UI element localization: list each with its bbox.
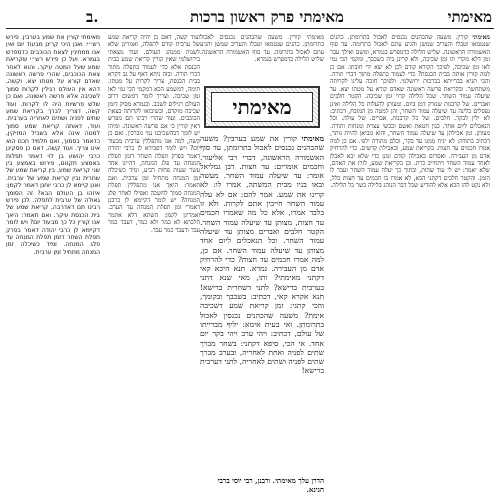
gemara-text [200,134,324,376]
chapter-end-line: הדרן עלך מאימתי. ורבנן, רבי יוסי ברבי חנינא. [217,476,324,494]
gemara-lead: מאימתי [301,134,324,143]
page-header [0,6,500,28]
opening-word-frame [204,86,320,128]
page-marker: ב. [86,8,99,26]
header-rule [6,28,494,29]
commentary-left-text: ועוד קשה, דאם כן יהיה קריאת שמע של ערבית קודם לתפלה, ואמרינן שלא לשנות ממנהג העולם. ועוד מצאתי בירושלמי שאין קורין קריאת שמע בבית הכנסת אלא כדי לעמוד בתפלה מתוך דברי תורה. ובזה ניחא דאף על גב דקרא בבית הכנסת, צריך לקרות על מטתו. תימה, דמשמע הכא דמקמי הכי נמי לאו זמן שכיבה. וצריך לומר דמשום דרוב העולם רגילים לשכב. ובגמרא מסיק דזמן שכיבה מוקדם. וכשיבואו לקרותה בצאת הכוכבים. ועוד שהרי רבינו תם מפרש דאין קורין כי אם פרשה ראשונה. ומיהו יש לומר דבהשכיבנו נמי מברכין. ואם כן קשה, למה אנו מתפללין ערבית מבעוד יום? ויש לומר דסבירא לן כרבי יהודה דאמר בפרק תפלת השחר דזמן תפלת המנחה עד פלג המנחה, דהיינו אחד עשר שעות פחות רביע, ומיד כשיכלה זמן המנחה מתחיל זמן ערבית. ואם תאמר: היאך אנו מתפללין תפלת המנחה סמוך לחשכה ואפילו לאחר פלג המנחה? יש לומר דקיימא לן כרבנן דאמרי זמן תפלת המנחה עד הערב. ואמרינן לקמן: השתא דלא אתמר הלכתא לא כמר ולא כמר, דעבד כמר עבד ודעבד כמר עבד. [108,34,200,234]
opening-word: מאימתי [232,94,292,119]
corner-word: מאימתי [447,8,492,26]
running-title: מאימתי פרק ראשון ברכות [190,8,344,26]
center-top-text: מאימתי קורין. משעה שהכהנים נכנסים לאכול בתרומתן. כהנים שנטמאו וטבלו והעריב שמשן והגיע עתם לאכול בתרומה. עד סוף האשמורה הראשונה. שליש הלילה כדמפרש בגמרא. [200,34,324,64]
gemara-column [200,134,324,474]
tosafot-text: מאימתי קורין את שמע בערבין. פירש רש״י: ואנן היכי קרינן מבעוד יום ואין אנו ממתינין לצאת הכוכבים כדמפרש בגמרא. ועל כן פירש רש״י שקריאת שמע שעל המטה עיקר, והוא לאחר צאת הכוכבים, שהרי פרשה ראשונה שאדם קורא על מטתו יצא. וקשה, דהא אין העולם רגילין לקרות סמוך לשכיבה אלא פרשה ראשונה, ואם כן שלש פרשיות היה לו לקרות. ועוד קשה, דצריך לברך בקריאת שמע שתים לפניה ושתים לאחריה בערבית. ועוד, דאותה קריאת שמע סמוך למטה אינה אלא בשביל המזיקין, כדאמר בסמוך, ואם תלמיד חכם הוא אינו צריך. ועוד קשה, דאם כן פסקינן כרבי יהושע בן לוי דאמר תפלות באמצע תקנום, פירוש באמצע בין שני קריאת שמע, בין קריאת שמע של שחרית ובין קריאת שמע של ערבית. ואנן קיימא לן כרבי יוחנן דאמר לקמן: איזהו בן העולם הבא? זה הסומך גאולה של ערבית לתפלה. לכן פירש רבינו תם דאדרבה, קריאת שמע של בית הכנסת עיקר. ואם תאמר: היאך אנו קורין כל כך מבעוד יום? ויש לומר דקיימא לן כרבי יהודה דאמר בפרק תפלת השחר דזמן תפלת המנחה עד פלג המנחה. ומיד כשיכלה זמן המנחה מתחיל זמן ערבית. [6,34,100,256]
opening-word-panel [211,92,313,122]
rashi-lead: מאימתי [472,34,490,41]
tosafot-column [6,34,100,492]
rashi-column [330,34,490,492]
commentary-left-column [108,34,200,492]
rashi-text [330,34,490,190]
rashi-body: קורין. משעה שהכהנים נכנסים לאכול בתרומתן. כהנים שנטמאו וטבלו והעריב שמשן והגיע עתם לאכול בתרומה. עד סוף האשמורה הראשונה. שליש הלילה כדמפרש בגמרא, ומשם ואילך עבר זמן דלא מקרי תו זמן שכיבה, ולא קרינן ביה בשכבך, ומקמי הכי נמי לאו זמן שכיבה, לפיכך הקורא קודם לכן לא יצא ידי חובתו. אם כן למה קורין אותה בבית הכנסת? כדי לעמוד בתפלה מתוך דברי תורה. והכי תניא בברייתא בברכות ירושלמי. ולפיכך חובה עלינו לקרותה משתחשך. ובקריאת פרשה ראשונה שאדם קורא על מטתו יצא. עד שיעלה עמוד השחר. שכל הלילה קרוי זמן שכיבה. הקטר חלבים ואברים. של קרבנות שנזרק דמן ביום. ומצותן להעלות כל הלילה ואינן נפסלים בלינה עד שיעלה עמוד השחר, והן למטה מן המזבח, דכתיב: לא ילין לבקר. חלבים. של כל קרבנות. אברים. של עולה. וכל הנאכלים ליום אחד. כגון חטאת ואשם וכבשי עצרת ומנחות ותודה. מצותן. זמן אכילתן עד שיעלה עמוד השחר, והוא מביאן להיות נותר, דכתיב בתודה: לא יניח ממנו עד בקר, וכלם מתודה ילפי. אם כן למה אמרו חכמים עד חצות. בקריאת שמע, ובאכילת קדשים. כדי להרחיק אדם מן העבירה. ואסרום באכילה קודם זמנן כדי שלא יבא לאכלן לאחר עמוד השחר ויתחייב כרת. וכן בקריאת שמע, לזרז את האדם, שלא יאמר: יש לי עוד שהות, ובתוך כך יעלה עמוד השחר ועבר לו הזמן. והקטר חלבים דקתני הכא, לא אמרו בו חכמים עד חצות כלל, ולא נקט להו הכא אלא להודיע שכל דבר הנוהג בלילה כשר כל הלילה. [330,34,490,190]
center-top-commentary [200,34,324,82]
gemara-body: קורין את שמע בערבין? משעה שהכהנים נכנסים לאכול בתרומתן, עד סוף האשמורה הראשונה, דברי רבי אליעזר. וחכמים אומרים: עד חצות. רבן גמליאל אומר: עד שיעלה עמוד השחר. מעשה ובאו בניו מבית המשתה, אמרו לו: לא קרינו את שמע. אמר להם: אם לא עלה עמוד השחר חייבין אתם לקרות. ולא זו בלבד אמרו, אלא כל מה שאמרו חכמים עד חצות, מצותן עד שיעלה עמוד השחר. הקטר חלבים ואברים מצותן עד שיעלה עמוד השחר. וכל הנאכלים ליום אחד מצותן עד שיעלה עמוד השחר. אם כן, למה אמרו חכמים עד חצות? כדי להרחיק אדם מן העבירה. גמרא. תנא היכא קאי דקתני מאימתי? ותו, מאי שנא דתני בערבית ברישא? לתני דשחרית ברישא! תנא אקרא קאי, דכתיב: בשכבך ובקומך, והכי קתני: זמן קריאת שמע דשכיבה אימת? משעה שהכהנים נכנסין לאכול בתרומתן. ואי בעית אימא: יליף מברייתו של עולם, דכתיב: ויהי ערב ויהי בקר יום אחד. אי הכי, סיפא דקתני: בשחר מברך שתים לפניה ואחת לאחריה, ובערב מברך שתים לפניה ושתים לאחריה, לתני דערבית ברישא! [200,134,324,376]
